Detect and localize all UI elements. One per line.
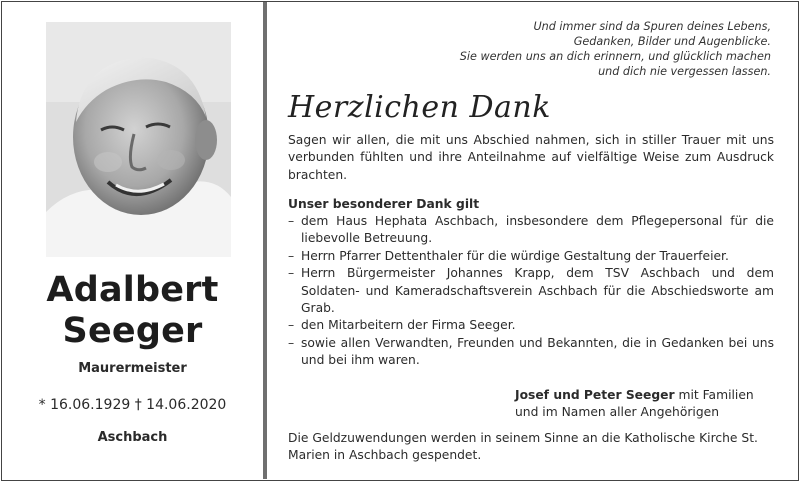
- signature: [515, 387, 785, 422]
- poem: [351, 19, 771, 79]
- last-name: Seeger: [62, 311, 203, 351]
- list-item: – Herrn Bürgermeister Johannes Krapp, dem TSV Aschbach und dem Soldaten- und Kameradschaftsverein Aschbach für die Abschiedsworte am Grab.: [288, 266, 774, 316]
- right-column: [267, 2, 797, 479]
- thanks-heading: Herzlichen Dank: [288, 90, 551, 125]
- poem-line: Und immer sind da Spuren deines Lebens,: [533, 20, 771, 33]
- signature-line2: und im Namen aller Angehörigen: [515, 405, 720, 420]
- life-dates: * 16.06.1929 † 14.06.2020: [38, 397, 227, 413]
- special-thanks-heading: Unser besonderer Dank gilt: [288, 197, 480, 211]
- list-item: – sowie allen Verwandten, Freunden und Bekannten, die in Gedanken bei uns und bei ihm waren.: [288, 335, 774, 368]
- left-column: [2, 2, 263, 479]
- poem-line: Sie werden uns an dich erinnern, und glücklich machen: [459, 50, 771, 63]
- place: Aschbach: [97, 430, 168, 445]
- poem-line: Gedanken, Bilder und Augenblicke.: [573, 35, 771, 48]
- donation-note: Die Geldzuwendungen werden in seinem Sinne an die Katholische Kirche St. Marien in Aschbach gespendet.: [288, 431, 758, 463]
- intro-text: Sagen wir allen, die mit uns Abschied nahmen, sich in stiller Trauer mit uns verbunden fühlten und ihre Anteilnahme auf vielfältige Weise zum Ausdruck brachten.: [288, 133, 774, 182]
- signature-suffix: mit Familien: [674, 388, 754, 402]
- profession: Maurermeister: [78, 361, 187, 376]
- portrait-photo: [46, 22, 231, 257]
- signatory-names: Josef und Peter Seeger: [515, 388, 675, 402]
- thanks-list: [288, 213, 774, 370]
- list-item: – den Mitarbeitern der Firma Seeger.: [288, 318, 516, 333]
- list-item: – dem Haus Hephata Aschbach, insbesondere dem Pflegepersonal für die liebevolle Betreuung.: [288, 214, 774, 246]
- first-name: Adalbert: [46, 270, 219, 310]
- poem-line: und dich nie vergessen lassen.: [598, 65, 771, 78]
- list-item: – Herrn Pfarrer Dettenthaler für die würdige Gestaltung der Trauerfeier.: [288, 248, 729, 263]
